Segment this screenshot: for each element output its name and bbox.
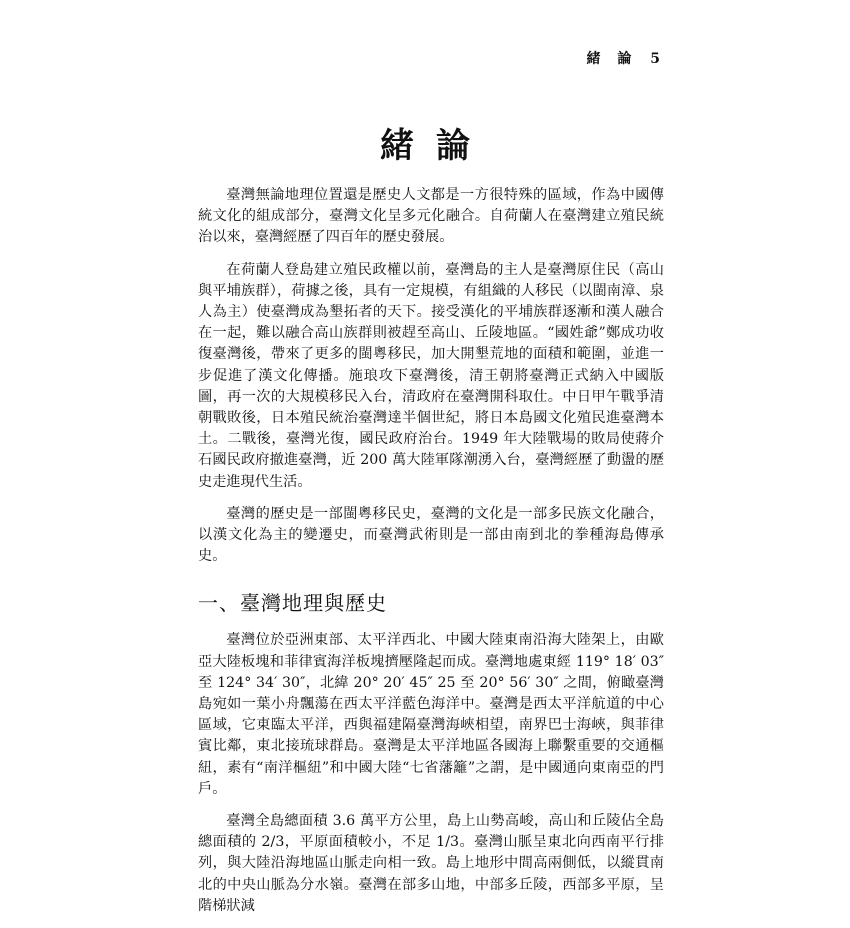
page-number: 5 xyxy=(650,51,660,67)
chapter-title: 緒論 xyxy=(380,126,492,166)
section-paragraph: 臺灣位於亞洲東部、太平洋西北、中國大陸東南沿海大陸架上，由歐亞大陸板塊和菲律賓海洋板塊擠壓隆起而成。臺灣地處東經 119° 18′ 03″ 至 124° 34′ 30″，北緯 20° 20′ 45″ 25 至 20° 56′ 30″ 之間，俯瞰臺灣島宛如一葉小舟飄蕩在西太平洋藍色海洋中。臺灣是西太平洋航道的中心區域，它東臨太平洋，西與福建隔臺灣海峽相望，南界巴士海峽，與菲律賓比鄰，東北接琉球群島。臺灣是太平洋地區各國海上聯繫重要的交通樞紐，素有“南洋樞紐”和中國大陸“七省藩籬”之謂，是中國通向東南亞的門戶。 xyxy=(198,632,664,797)
running-title: 緒 論 xyxy=(586,51,638,67)
intro-paragraph: 在荷蘭人登島建立殖民政權以前，臺灣島的主人是臺灣原住民（高山與平埔族群），荷據之後，具有一定規模，有組織的人移民（以閩南漳、泉人為主）使臺灣成為墾拓者的天下。接受漢化的平埔族群逐漸和漢人融合在一起，難以融合高山族群則被趕至高山、丘陵地區。“國姓爺”鄭成功收復臺灣後，帶來了更多的閩粵移民，加大開墾荒地的面積和範圍，並進一步促進了漢文化傳播。施琅攻下臺灣後，清王朝將臺灣正式納入中國版圖，再一次的大規模移民入台，清政府在臺灣開科取仕。中日甲午戰爭清朝戰敗後，日本殖民統治臺灣達半個世紀，將日本島國文化殖民進臺灣本土。二戰後，臺灣光復，國民政府治台。1949 年大陸戰場的敗局使蔣介石國民政府撤進臺灣，近 200 萬大陸軍隊潮湧入台，臺灣經歷了動盪的歷史走進現代生活。 xyxy=(198,261,664,490)
intro-paragraph: 臺灣無論地理位置還是歷史人文都是一方很特殊的區域，作為中國傳統文化的組成部分，臺灣文化呈多元化融合。自荷蘭人在臺灣建立殖民統治以來，臺灣經歷了四百年的歷史發展。 xyxy=(198,187,664,246)
section-paragraph: 臺灣全島總面積 3.6 萬平方公里，島上山勢高峻，高山和丘陵佔全島總面積的 2/3，平原面積較小，不足 1/3。臺灣山脈呈東北向西南平行排列，與大陸沿海地區山脈走向相一致。島上地形中間高兩側低，以縱貫南北的中央山脈為分水嶺。臺灣在部多山地，中部多丘陵，西部多平原，呈階梯狀減 xyxy=(198,813,664,914)
running-header xyxy=(587,48,661,68)
body-text xyxy=(198,185,664,928)
section-heading: 一、臺灣地理與歷史 xyxy=(198,591,387,616)
intro-paragraph: 臺灣的歷史是一部閩粵移民史，臺灣的文化是一部多民族文化融合，以漢文化為主的變遷史，而臺灣武術則是一部由南到北的拳種海島傳承史。 xyxy=(198,505,664,565)
